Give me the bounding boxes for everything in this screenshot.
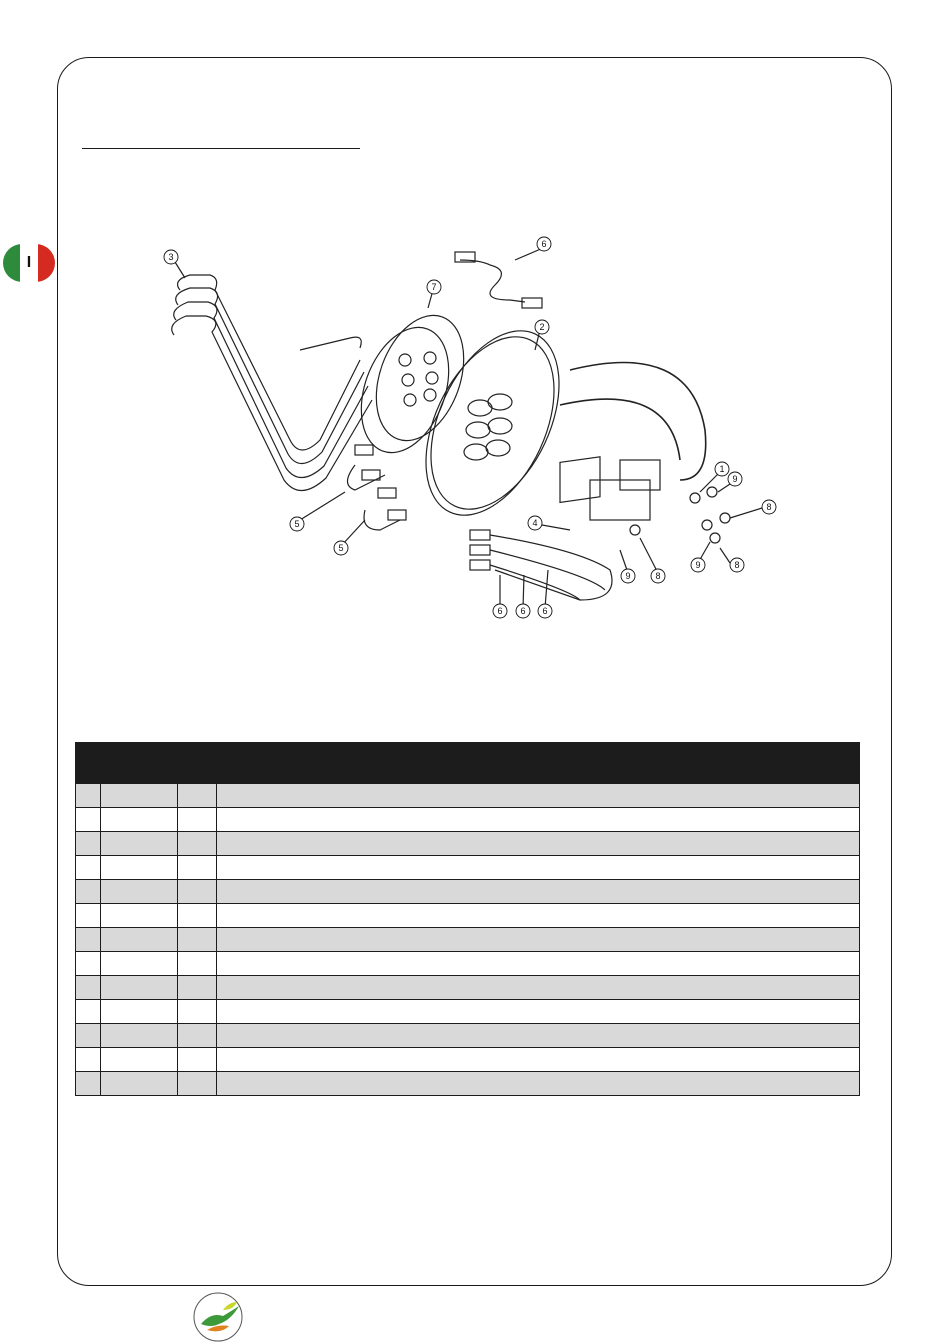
exploded-parts-diagram: [150, 230, 790, 630]
cell-pos: [76, 1000, 101, 1024]
cell-description: [217, 1024, 860, 1048]
cell-pos: [76, 1048, 101, 1072]
cell-qty: [178, 928, 217, 952]
cell-pos: [76, 904, 101, 928]
heating-element: [172, 275, 372, 491]
callout-label: 2: [539, 322, 545, 332]
cell-code: [101, 928, 178, 952]
cell-description: [217, 808, 860, 832]
callout-label: 8: [734, 560, 740, 570]
cell-code: [101, 1000, 178, 1024]
cell-description: [217, 1048, 860, 1072]
header-cell-description: [217, 743, 860, 784]
cell-qty: [178, 904, 217, 928]
table-row: [76, 976, 860, 1000]
cell-code: [101, 904, 178, 928]
callout-label: 4: [532, 518, 538, 528]
cell-code: [101, 1024, 178, 1048]
cell-pos: [76, 808, 101, 832]
callout-label: 1: [719, 464, 725, 474]
callout-label: 7: [431, 282, 437, 292]
callout-label: 6: [497, 606, 503, 616]
cell-code: [101, 952, 178, 976]
cell-description: [217, 928, 860, 952]
cell-code: [101, 856, 178, 880]
parts-table: [75, 742, 860, 1096]
cell-pos: [76, 976, 101, 1000]
table-row: [76, 1048, 860, 1072]
callout-label: 6: [542, 606, 548, 616]
language-flag[interactable]: [3, 244, 55, 282]
cell-qty: [178, 1072, 217, 1096]
callout-label: 8: [766, 502, 772, 512]
cell-code: [101, 784, 178, 808]
cell-pos: [76, 784, 101, 808]
table-row: [76, 808, 860, 832]
cell-qty: [178, 880, 217, 904]
cell-qty: [178, 856, 217, 880]
cell-description: [217, 904, 860, 928]
header-cell-pos: [76, 743, 101, 784]
fan-wheel: [345, 303, 480, 465]
cell-code: [101, 1072, 178, 1096]
table-row: [76, 784, 860, 808]
header-cell-code: [101, 743, 178, 784]
cell-description: [217, 832, 860, 856]
callout-label: 8: [655, 571, 661, 581]
cell-qty: [178, 976, 217, 1000]
callout-label: 3: [168, 252, 174, 262]
callout-label: 6: [520, 606, 526, 616]
cell-code: [101, 832, 178, 856]
cell-code: [101, 1048, 178, 1072]
table-row: [76, 1000, 860, 1024]
cell-code: [101, 976, 178, 1000]
cell-description: [217, 784, 860, 808]
table-row: [76, 904, 860, 928]
cell-description: [217, 1072, 860, 1096]
cell-description: [217, 856, 860, 880]
callout-label: 5: [338, 543, 344, 553]
cell-pos: [76, 832, 101, 856]
cell-pos: [76, 952, 101, 976]
cell-code: [101, 808, 178, 832]
cell-description: [217, 1000, 860, 1024]
cell-qty: [178, 1048, 217, 1072]
cell-qty: [178, 1024, 217, 1048]
callout-label: 6: [541, 239, 547, 249]
cell-qty: [178, 952, 217, 976]
cell-qty: [178, 808, 217, 832]
terminal-block: [560, 457, 660, 520]
table-row: [76, 952, 860, 976]
callout-label: 9: [625, 571, 631, 581]
header-cell-qty: [178, 743, 217, 784]
brand-logo: [193, 1290, 243, 1344]
cell-description: [217, 880, 860, 904]
table-row: [76, 1024, 860, 1048]
title-underline: [82, 148, 360, 149]
cell-pos: [76, 928, 101, 952]
table-row: [76, 832, 860, 856]
cell-pos: [76, 880, 101, 904]
callout-label: 5: [294, 519, 300, 529]
table-header-row: [76, 743, 860, 784]
table-row: [76, 856, 860, 880]
cell-description: [217, 976, 860, 1000]
cell-pos: [76, 1072, 101, 1096]
cell-qty: [178, 1000, 217, 1024]
cell-code: [101, 880, 178, 904]
cell-pos: [76, 856, 101, 880]
callout-label: 9: [732, 474, 738, 484]
callout-label: 9: [695, 560, 701, 570]
cell-qty: [178, 832, 217, 856]
flange-plate: [400, 311, 585, 536]
cell-pos: [76, 1024, 101, 1048]
cell-description: [217, 952, 860, 976]
table-row: [76, 880, 860, 904]
table-row: [76, 1072, 860, 1096]
table-row: [76, 928, 860, 952]
cell-qty: [178, 784, 217, 808]
language-marker: I: [26, 254, 32, 271]
